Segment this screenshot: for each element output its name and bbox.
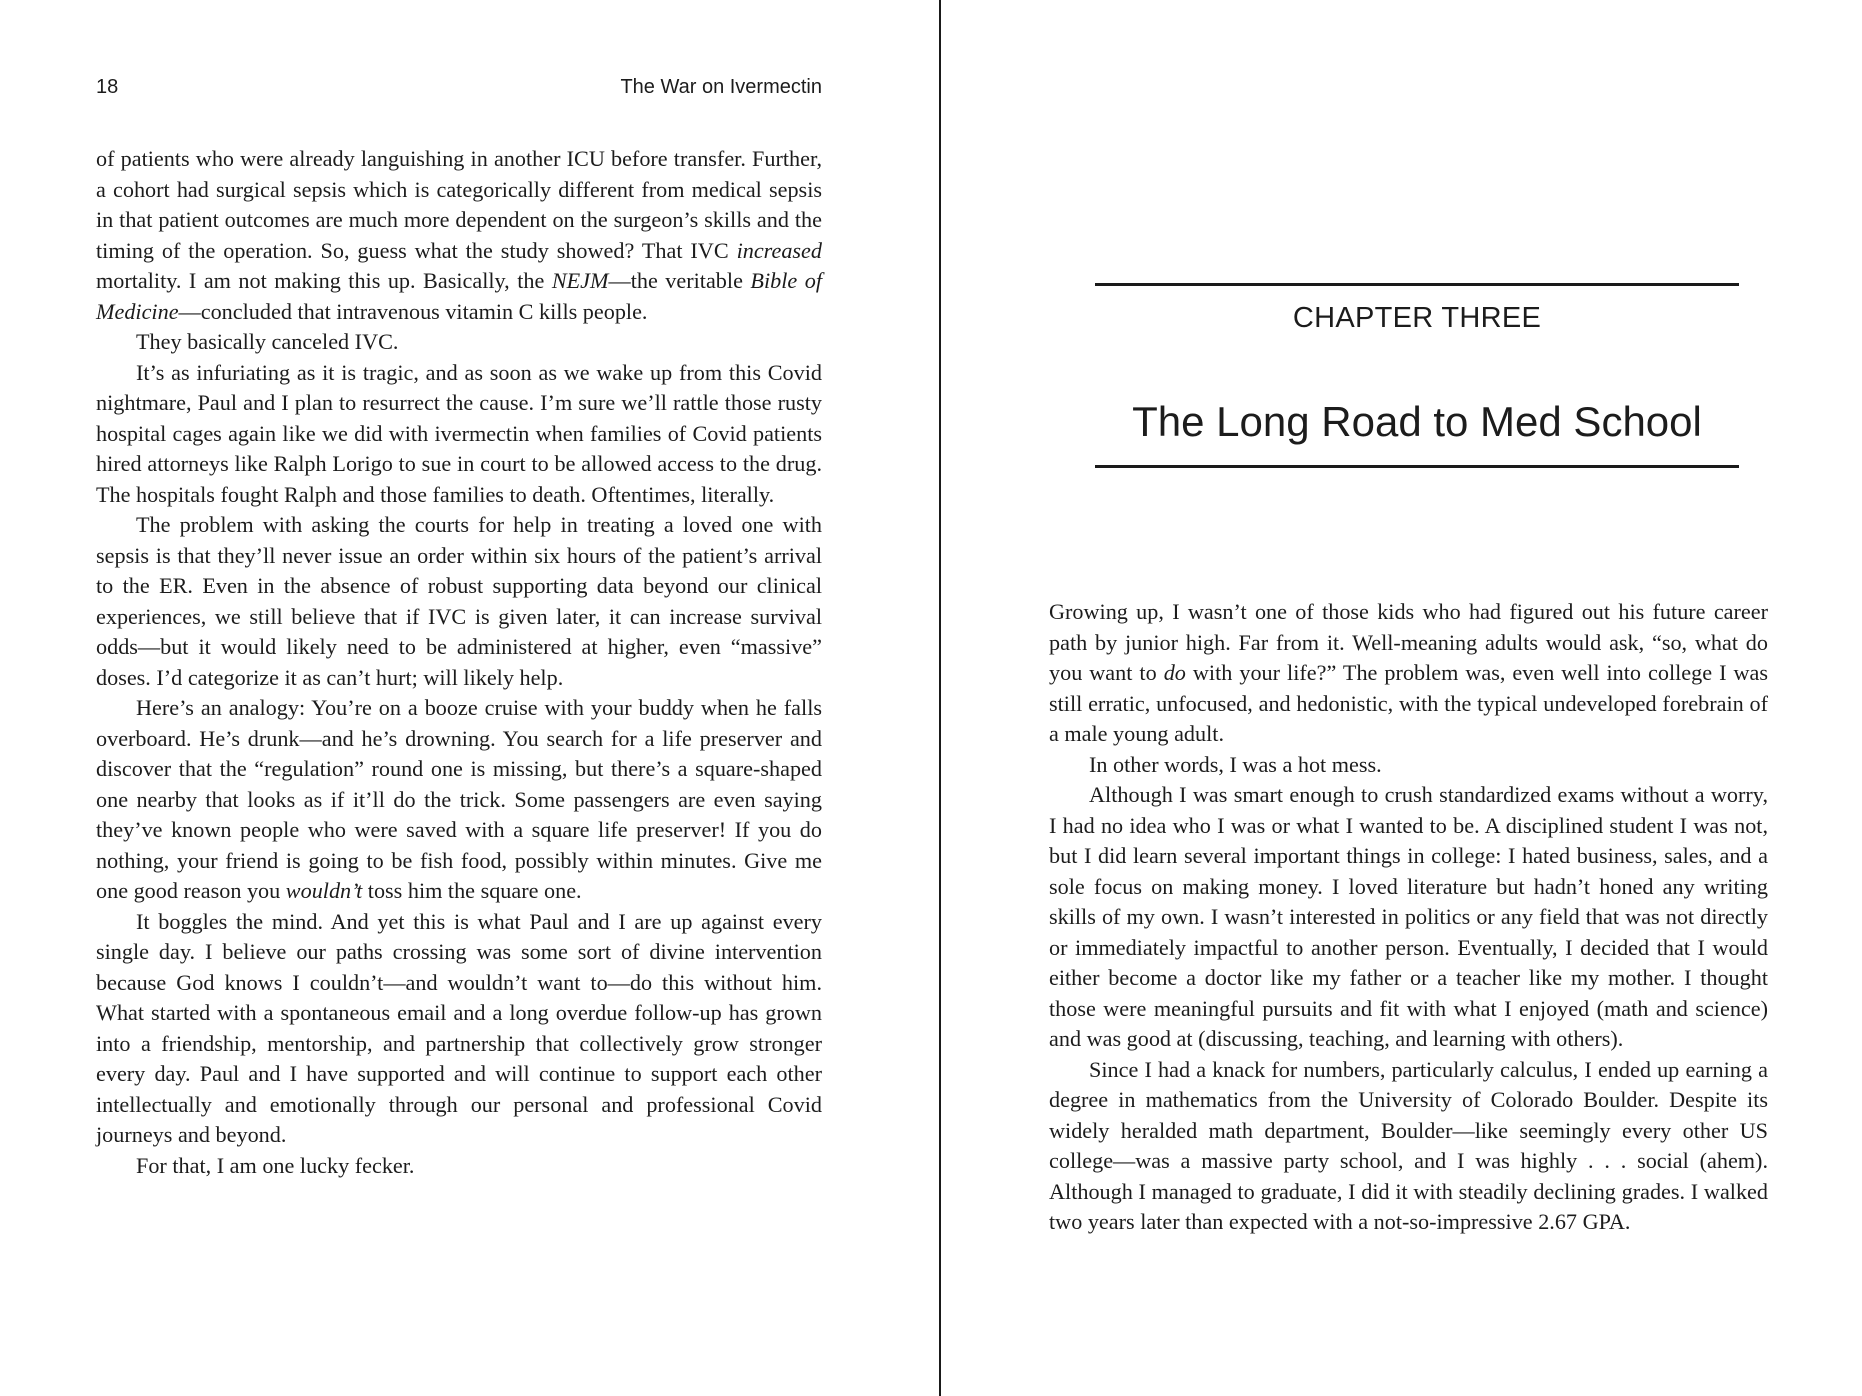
body-paragraph [96,693,822,907]
italic-text: NEJM [551,268,609,293]
text-run: Here’s an analogy: You’re on a booze cruise with your buddy when he falls overboard. He’s drunk—and he’s drowning. You search for a life preserver and discover that the “regulation” round one is missing, but there’s a square-shaped one nearby that looks as if it’ll do the trick. Some passengers are even saying they’ve known people who were saved with a square life preserver! If you do nothing, your friend is going to be fish food, possibly within minutes. Give me one good reason you [96,695,822,903]
text-run: —the veritable [608,268,751,293]
body-paragraph [1049,780,1768,1055]
text-run: of patients who were already languishing in another ICU before transfer. Further, a cohort had surgical sepsis which is categorically different from medical sepsis in that patient outcomes are much more dependent on the surgeon’s skills and the timing of the operation. So, guess what the study showed? That IVC [96,146,822,263]
text-run: It’s as infuriating as it is tragic, and as soon as we wake up from this Covid nightmare, Paul and I plan to resurrect the cause. I’m sure we’ll rattle those rusty hospital cages again like we did with ivermectin when families of Covid patients hired attorneys like Ralph Lorigo to sue in court to be allowed access to the drug. The hospitals fought Ralph and those families to death. Oftentimes, literally. [96,359,822,507]
body-paragraph [96,358,822,511]
italic-text: Bible of Medicine [96,268,822,324]
body-paragraph [96,327,822,358]
chapter-rule-bottom [1095,465,1739,468]
text-run: Although I was smart enough to crush standardized exams without a worry, I had no idea who I was or what I wanted to be. A disciplined student I was not, but I did learn several important things in college: I hated business, sales, and a sole focus on making money. I loved literature but hadn’t honed any writing skills of my own. I wasn’t interested in politics or any field that was not directly or immediately impactful to another person. Eventually, I decided that I would either become a doctor like my father or a teacher like my mother. I thought those were meaningful pursuits and fit with what I enjoyed (math and science) and was good at (discussing, teaching, and learning with others). [1049,782,1768,1051]
italic-text: wouldn’t [285,878,363,903]
body-paragraph [1049,750,1768,781]
chapter-label: CHAPTER THREE [1292,302,1542,334]
text-run: The problem with asking the courts for help in treating a loved one with sepsis is that they’ll never issue an order within six hours of the patient’s arrival to the ER. Even in the absence of robust supporting data beyond our clinical experiences, we still believe that if IVC is given later, it can increase survival odds—but it would likely need to be administered at higher, even “massive” doses. I’d categorize it as can’t hurt; will likely help. [96,512,822,690]
body-paragraph [96,510,822,693]
body-paragraph [1049,597,1768,750]
text-run: In other words, I was a hot mess. [1089,751,1382,777]
body-paragraph [1049,1055,1768,1238]
right-body-text [1049,597,1768,1238]
left-body-text [96,144,822,1181]
italic-text: do [1163,660,1186,685]
italic-text: increased [736,237,822,263]
text-run: with your life?” The problem was, even well into college I was still erratic, unfocused, and hedonistic, with the typical undeveloped forebrain of a male young adult. [1049,660,1768,746]
text-run: Since I had a knack for numbers, particularly calculus, I ended up earning a degree in mathematics from the University of Colorado Boulder. Despite its widely heralded math department, Boulder—like seemingly every other US college—was a massive party school, and I was highly . . . social (ahem). Although I managed to graduate, I did it with steadily declining grades. I walked two years later than expected with a not-so-impressive 2.67 GPA. [1049,1056,1768,1234]
running-head [96,76,822,102]
text-run: —concluded that intravenous vitamin C kills people. [178,298,648,324]
running-title: The War on Ivermectin [620,76,822,98]
chapter-title: The Long Road to Med School [1132,398,1702,445]
page-number: 18 [96,76,119,98]
body-paragraph [96,1151,822,1182]
chapter-rule-top [1095,283,1739,286]
text-run: Growing up, I wasn’t one of those kids who had figured out his future career path by junior high. Far from it. Well-meaning adults would ask, “so, what do you want to [1049,599,1768,685]
text-run: They basically canceled IVC. [136,329,399,354]
text-run: For that, I am one lucky fecker. [136,1152,415,1178]
text-run: mortality. I am not making this up. Basically, the [96,268,552,293]
body-paragraph [96,144,822,327]
body-paragraph [96,907,822,1151]
text-run: toss him the square one. [362,878,582,903]
text-run: It boggles the mind. And yet this is what Paul and I are up against every single day. I believe our paths crossing was some sort of divine intervention because God knows I couldn’t—and wouldn’t want to—do this without him. What started with a spontaneous email and a long overdue follow-up has grown into a friendship, mentorship, and partnership that collectively grow stronger every day. Paul and I have supported and will continue to support each other intellectually and emotionally through our personal and professional Covid journeys and beyond. [96,908,822,1147]
